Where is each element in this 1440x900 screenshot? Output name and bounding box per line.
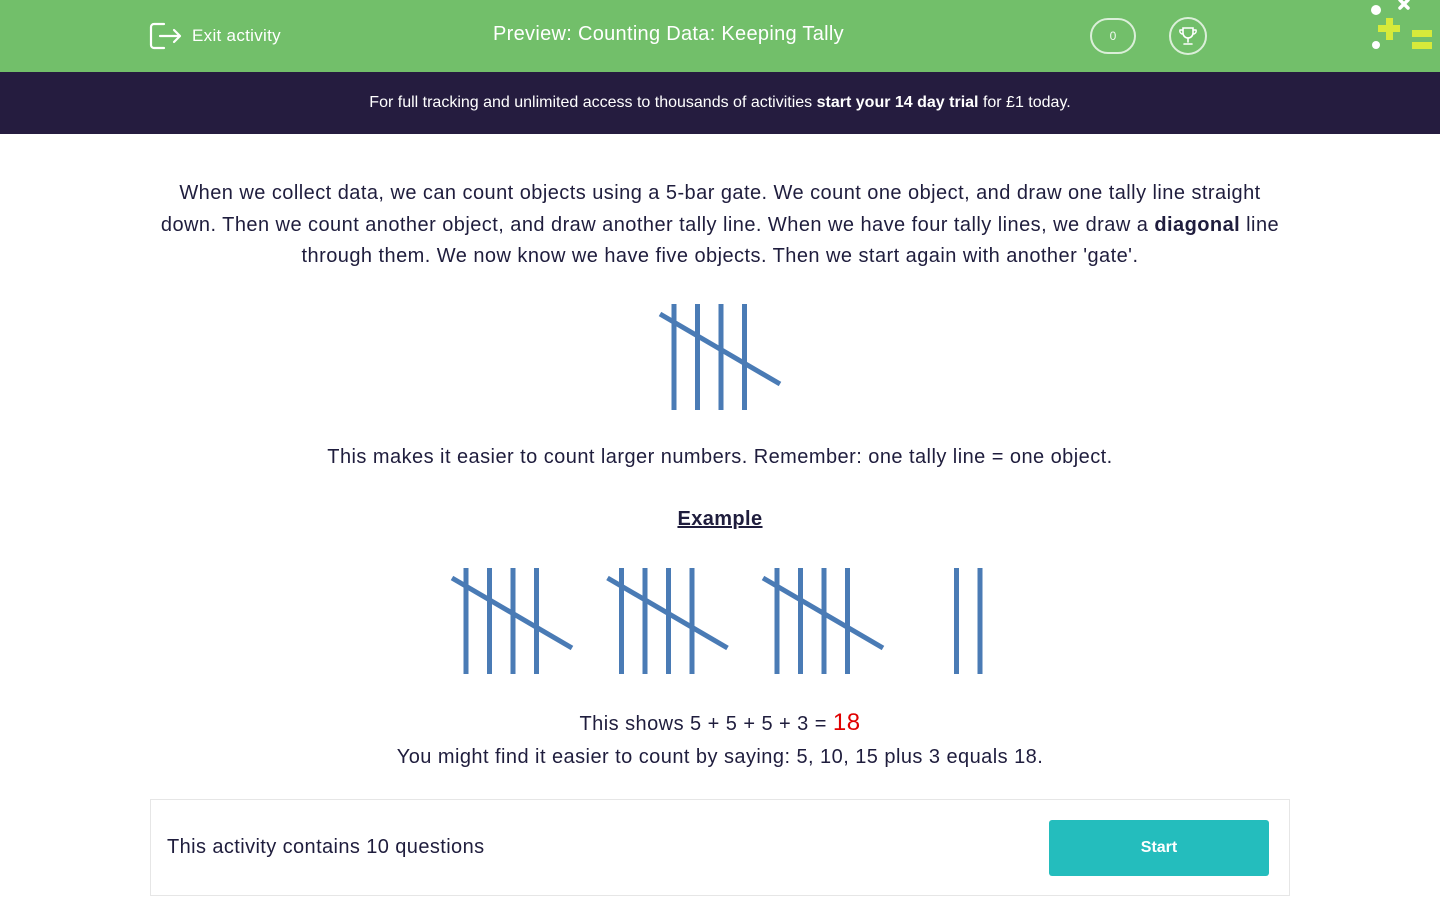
trial-banner	[0, 72, 1440, 134]
trophy-button[interactable]	[1169, 17, 1207, 55]
five-bar-gate-diagram	[650, 300, 790, 415]
intro-text: When we collect data, we can count objects using a 5-bar gate. We count one object, and draw one tally line straight down. Then we count another object, and draw another tally line. When we have four tally lines, we draw a	[160, 182, 1261, 236]
exit-activity-label: Exit activity	[192, 26, 281, 45]
trial-link[interactable]: start your 14 day trial	[816, 94, 979, 111]
tally-group-1	[452, 568, 572, 674]
activity-footer	[150, 799, 1290, 896]
sum-total: 18	[832, 709, 861, 736]
intro-bold-word: diagonal	[1154, 213, 1241, 236]
tally-group-2	[608, 568, 728, 674]
counting-hint: You might find it easier to count by saying: 5, 10, 15 plus 3 equals 18.	[396, 746, 1044, 768]
score-badge: 0	[1090, 18, 1136, 54]
trophy-icon	[1177, 25, 1199, 47]
start-button[interactable]: Start	[1049, 820, 1269, 876]
question-count-text: This activity contains 10 questions	[167, 836, 485, 858]
exit-activity-button[interactable]	[148, 20, 281, 52]
top-bar	[0, 0, 1440, 72]
example-heading: Example	[677, 508, 763, 530]
intro-text-end: line through them. We now know we have five objects. Then we start again with another 'gate'.	[301, 213, 1280, 267]
logo-icon	[1364, 0, 1440, 60]
banner-text-end: for £1 today.	[982, 94, 1071, 111]
example-tally-diagram	[440, 564, 1000, 679]
sum-prefix: This shows 5 + 5 + 5 + 3 =	[579, 713, 833, 735]
banner-text: For full tracking and unlimited access to thousands of activities	[369, 94, 813, 111]
exit-icon	[148, 20, 184, 52]
intro-paragraph	[160, 178, 1280, 273]
tally-group-1	[660, 304, 780, 410]
remember-text: This makes it easier to count larger numbers. Remember: one tally line = one object.	[327, 446, 1113, 468]
tally-group-4	[957, 568, 1001, 674]
tally-group-3	[763, 568, 883, 674]
sum-line	[0, 709, 1440, 737]
page-title: Preview: Counting Data: Keeping Tally	[493, 23, 844, 45]
